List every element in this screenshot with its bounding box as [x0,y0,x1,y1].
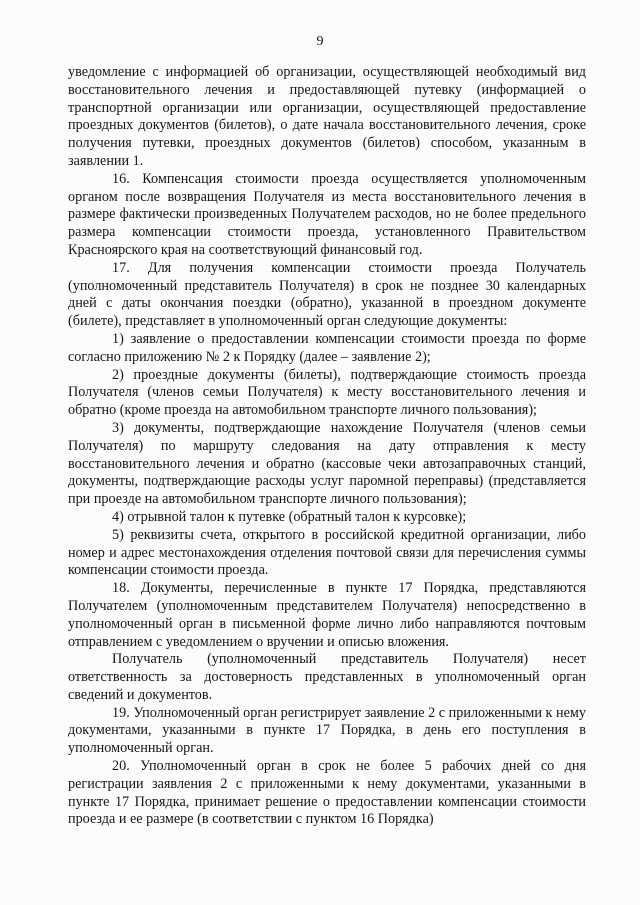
paragraph-20: 20. Уполномоченный орган в срок не более 5 рабочих дней со дня регистрации заявления 2 с приложенными к нему документами, указанными в пункте 17 Порядка, принимает решение о предоставлении компенсации стоимости проезда и ее размере (в соответствии с пунктом 16 Порядка) [68,758,586,828]
paragraph-19: 19. Уполномоченный орган регистрирует заявление 2 с приложенными к нему документами, указанными в пункте 17 Порядка, в день его поступления в уполномоченный орган. [68,704,586,757]
list-item-2: 2) проездные документы (билеты), подтверждающие стоимость проезда Получателя (членов семьи Получателя) к месту восстановительного лечения и обратно (кроме проезда на автомобильном транспорте личного пользования); [68,366,586,419]
paragraph-continuation: уведомление с информацией об организации, осуществляющей необходимый вид восстановительного лечения и предоставляющей путевку (информацией о транспортной организации или организации, осуществляющей предоставление проездных документов (билетов), о дате начала восстановительного лечения, сроке получения путевки, проездных документов (билетов) способом, указанным в заявлении 1. [68,64,586,169]
list-item-4: 4) отрывной талон к путевке (обратный талон к курсовке); [112,508,467,525]
list-item-3: 3) документы, подтверждающие нахождение Получателя (членов семьи Получателя) по маршруту следования на дату отправления к месту восстановительного лечения и обратно (кассовые чеки автозаправочных станций, документы, подтверждающие расходы услуг паромной переправы) (представляется при проезде на автомобильном транспорте личного пользования); [68,419,586,508]
list-item-5: 5) реквизиты счета, открытого в российской кредитной организации, либо номер и адрес местонахождения отделения почтовой связи для перечисления суммы компенсации стоимости проезда. [68,526,586,579]
paragraph-18: 18. Документы, перечисленные в пункте 17 Порядка, представляются Получателем (уполномоченным представителем Получателя) непосредственно в уполномоченный орган в письменной форме лично либо направляются почтовым отправлением с уведомлением о вручении и описью вложения. [68,580,586,650]
paragraph-17: 17. Для получения компенсации стоимости проезда Получатель (уполномоченный представитель Получателя) в срок не позднее 30 календарных дней с даты окончания поездки (обратно), указанной в проездном документе (билете), представляет в уполномоченный орган следующие документы: [68,259,586,330]
paragraph-18-responsibility: Получатель (уполномоченный представитель Получателя) несет ответственность за достоверность представленных в уполномоченный орган сведений и документов. [68,651,586,703]
list-item-1: 1) заявление о предоставлении компенсации стоимости проезда по форме согласно приложению № 2 к Порядку (далее – заявление 2); [68,330,586,365]
paragraph-16: 16. Компенсация стоимости проезда осуществляется уполномоченным органом после возвращения Получателя из места восстановительного лечения в размере фактически произведенных Получателем расходов, но не более предельного размера компенсации стоимости проезда, установленного Правительством Красноярского края на соответствующий финансовый год. [68,170,586,258]
page-number: 9 [316,34,324,49]
document-body [68,64,586,829]
